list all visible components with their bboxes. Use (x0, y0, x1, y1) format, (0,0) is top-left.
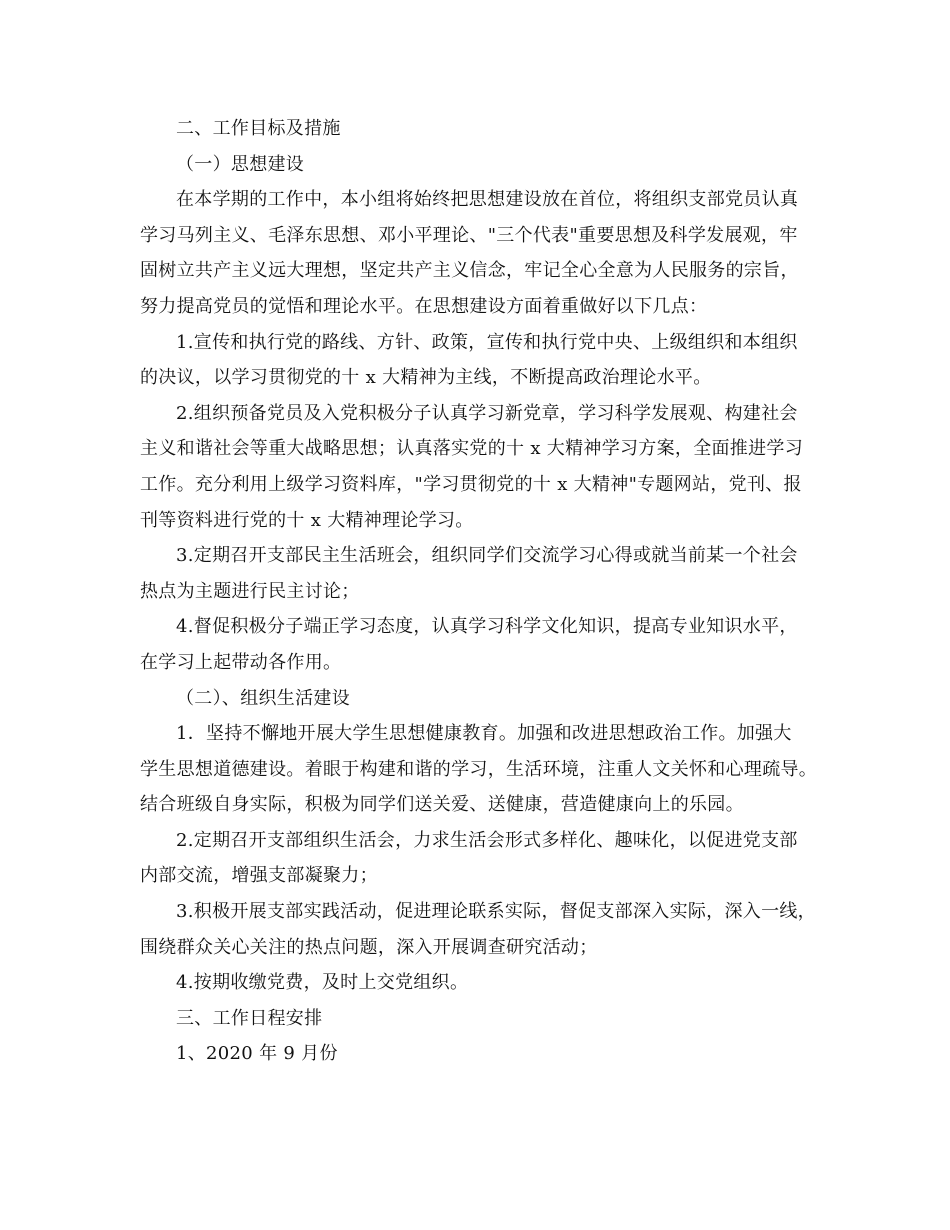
text-line: 内部交流，增强支部凝聚力； (140, 865, 378, 887)
text-line: 的决议，以学习贯彻党的十 x 大精神为主线，不断提高政治理论水平。 (140, 367, 712, 389)
text-line: 热点为主题进行民主讨论； (140, 580, 360, 602)
text-line: 在本学期的工作中，本小组将始终把思想建设放在首位，将组织支部党员认真 (176, 189, 799, 211)
text-line: 围绕群众关心关注的热点问题，深入开展调查研究活动； (140, 936, 598, 958)
text-line: 4.督促积极分子端正学习态度，认真学习科学文化知识，提高专业知识水平， (176, 616, 798, 638)
text-line: 1．坚持不懈地开展大学生思想健康教育。加强和改进思想政治工作。加强大 (176, 723, 792, 745)
text-line: 学习马列主义、毛泽东思想、邓小平理论、"三个代表"重要思想及科学发展观，牢 (140, 224, 798, 246)
text-line: （一）思想建设 (176, 153, 305, 175)
document-body (140, 111, 824, 1072)
text-line: 2.定期召开支部组织生活会，力求生活会形式多样化、趣味化，以促进党支部 (176, 829, 798, 851)
text-line: 1、2020 年 9 月份 (176, 1043, 338, 1065)
text-line: 固树立共产主义远大理想，坚定共产主义信念，牢记全心全意为人民服务的宗旨， (140, 260, 799, 282)
text-line: 3.积极开展支部实践活动，促进理论联系实际，督促支部深入实际，深入一线， (176, 901, 816, 923)
text-line: 2.组织预备党员及入党积极分子认真学习新党章，学习科学发展观、构建社会 (176, 402, 798, 424)
text-line: 学生思想道德建设。着眼于构建和谐的学习，生活环境，注重人文关怀和心理疏导。 (140, 758, 818, 780)
text-line: 工作。充分利用上级学习资料库，"学习贯彻党的十 x 大精神"专题网站，党刊、报 (140, 473, 802, 495)
text-line: 4.按期收缴党费，及时上交党组织。 (176, 972, 469, 994)
text-line: 在学习上起带动各作用。 (140, 651, 342, 673)
text-line: 三、工作日程安排 (176, 1007, 323, 1029)
text-line: （二）、组织生活建设 (176, 687, 350, 709)
text-line: 1.宣传和执行党的路线、方针、政策，宣传和执行党中央、上级组织和本组织 (176, 331, 798, 353)
text-line: 二、工作目标及措施 (176, 118, 341, 139)
text-line: 主义和谐社会等重大战略思想；认真落实党的十 x 大精神学习方案，全面推进学习 (140, 438, 803, 460)
text-line: 刊等资料进行党的十 x 大精神理论学习。 (140, 509, 474, 531)
text-line: 结合班级自身实际，积极为同学们送关爱、送健康，营造健康向上的乐园。 (140, 794, 744, 816)
text-line: 3.定期召开支部民主生活班会，组织同学们交流学习心得或就当前某一个社会 (176, 545, 798, 567)
text-line: 努力提高党员的觉悟和理论水平。在思想建设方面着重做好以下几点： (140, 295, 708, 317)
